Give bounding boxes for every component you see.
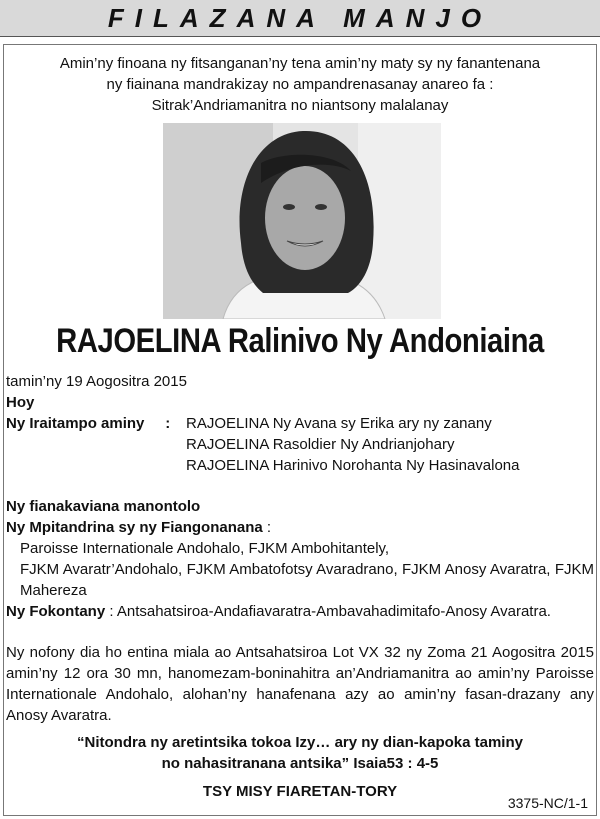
date-line: tamin’ny 19 Aogositra 2015 [6, 373, 187, 390]
pastors-separator: : [262, 519, 272, 536]
family-section [6, 413, 594, 476]
pastors-line [6, 517, 594, 538]
fokontany-label: Ny Fokontany [6, 603, 106, 620]
quote-line: no nahasitranana antsika” Isaia53 : 4-5 [161, 755, 439, 772]
relatives-label: Ny fianakaviana manontolo [6, 498, 201, 515]
notice-body [6, 371, 594, 726]
scripture-quote [0, 732, 600, 774]
intro-line: Sitrak’Andriamanitra no niantsony malalanay [151, 97, 449, 114]
churches-line: FJKM Avaratr’Andohalo, FJKM Ambatofotsy Avaradrano, FJKM Anosy Avaratra, FJKM Mahereza [20, 561, 594, 599]
quote-line: “Nitondra ny aretintsika tokoa Izy… ary ny dian-kapoka taminy [77, 734, 523, 751]
family-member: RAJOELINA Harinivo Norohanta Ny Hasinavalona [186, 457, 520, 474]
family-label: Ny Iraitampo aminy : [6, 415, 171, 432]
family-member: RAJOELINA Rasoldier Ny Andrianjohary [186, 436, 455, 453]
fokontany-value: : Antsahatsiroa-Andafiavaratra-Ambavahadimitafo-Anosy Avaratra. [105, 603, 551, 620]
portrait-photo [163, 123, 441, 319]
intro-text [0, 53, 600, 116]
funeral-paragraph: Ny nofony dia ho entina miala ao Antsahatsiroa Lot VX 32 ny Zoma 21 Aogositra 2015 amin’ny 12 ora 30 mn, hanomezam-boninahitra an’Andriamanitra ao amin’ny Paroisse Internationale Andohalo, alohan’ny hanafenana azy ao amin’ny fasan-drazany any Anosy Avaratra. [6, 644, 594, 724]
family-member: RAJOELINA Ny Avana sy Erika ary ny zanany [186, 415, 492, 432]
signoff-text: TSY MISY FIARETAN-TORY [202, 783, 398, 800]
pastors-label: Ny Mpitandrina sy ny Fiangonanana [6, 519, 263, 536]
reference-number: 3375-NC/1-1 [507, 795, 588, 811]
intro-line: ny fiainana mandrakizay no ampandrenasanay anareo fa : [106, 76, 494, 93]
header-title: FILAZANA MANJO [107, 2, 493, 33]
family-list [186, 413, 520, 476]
deceased-name: RAJOELINA Ralinivo Ny Andoniaina [56, 322, 544, 360]
hoy-label: Hoy [6, 394, 35, 411]
churches-line: Paroisse Internationale Andohalo, FJKM Ambohitantely, [20, 540, 390, 557]
portrait-image [163, 123, 441, 319]
header-banner [0, 0, 600, 37]
fokontany-line [6, 601, 594, 622]
intro-line: Amin’ny finoana ny fitsanganan’ny tena amin’ny maty sy ny fanantenana [59, 55, 541, 72]
